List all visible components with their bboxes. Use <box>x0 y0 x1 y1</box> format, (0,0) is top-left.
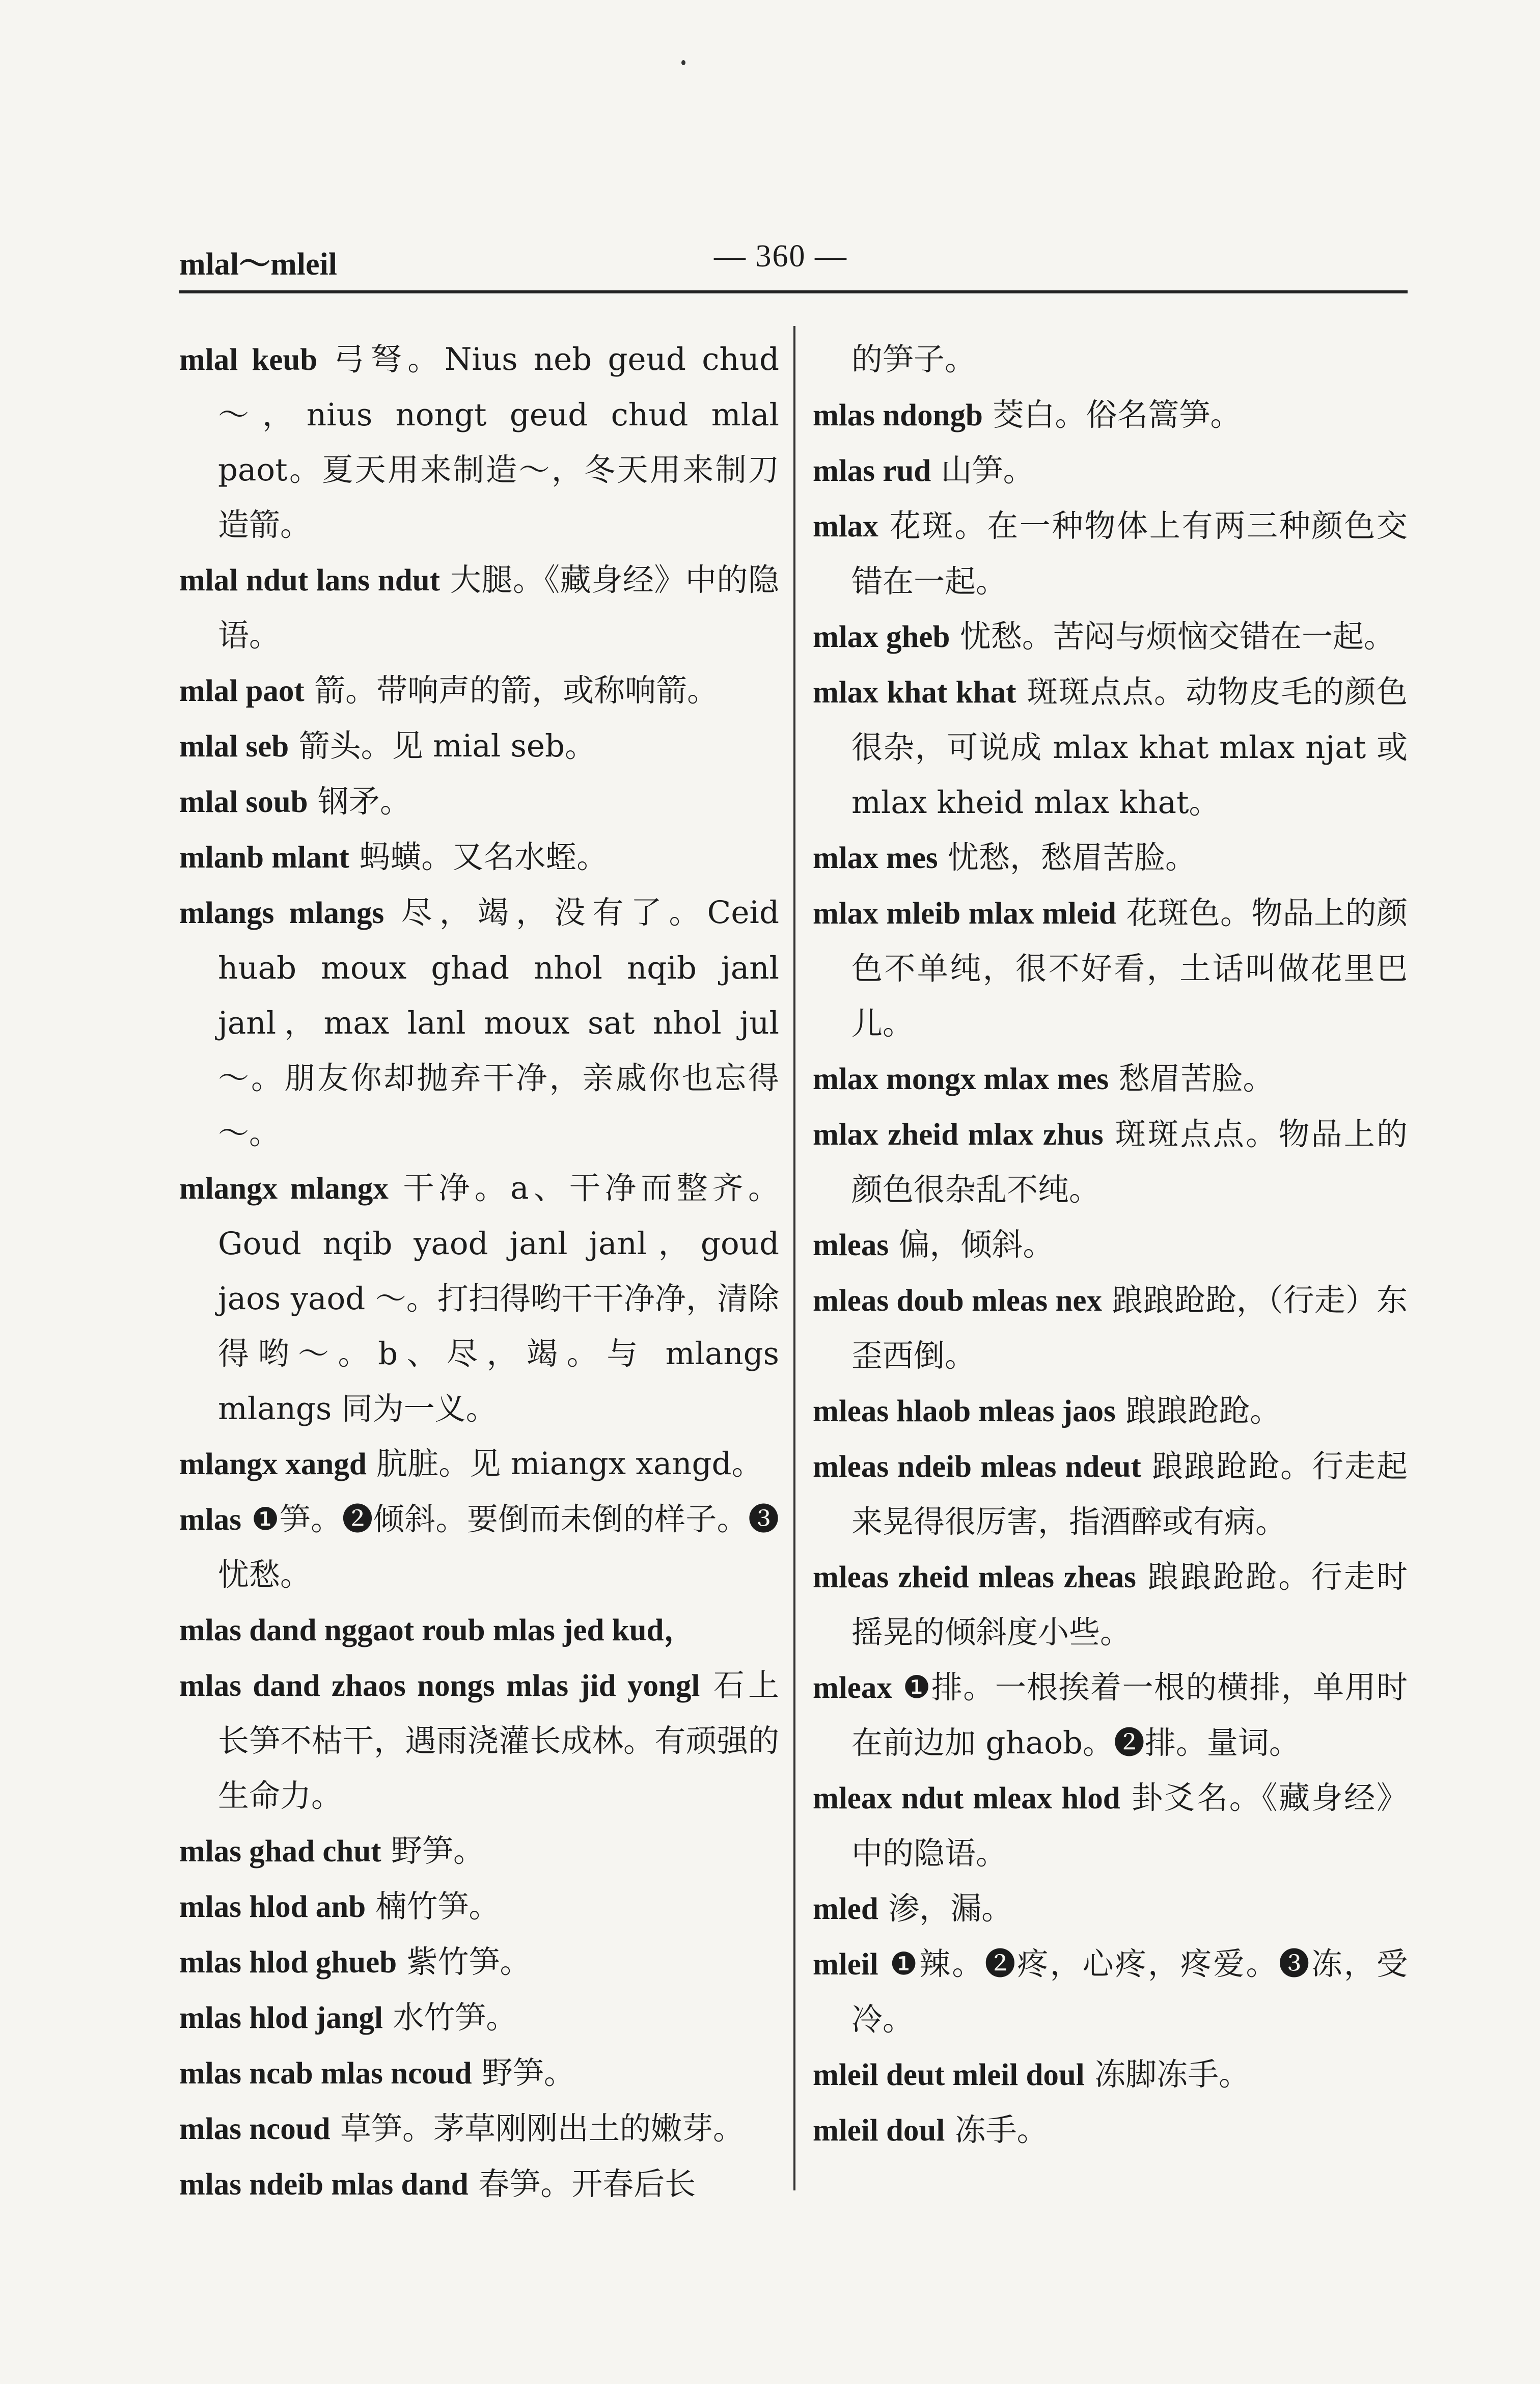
headword: mlanb mlant <box>179 841 349 875</box>
headword: mlax mes <box>813 841 938 875</box>
definition: 楠竹笋。 <box>375 1888 500 1925</box>
headword: mleas <box>813 1228 889 1262</box>
definition: 肮脏。见 miangx xangd。 <box>376 1446 763 1482</box>
headword: mlas ndeib mlas dand <box>179 2168 469 2202</box>
dictionary-entry <box>813 1660 1408 1771</box>
definition: ❶笋。❷倾斜。要倒而未倒的样子。❸忧愁。 <box>218 1501 780 1593</box>
dictionary-entry <box>813 332 1408 388</box>
dictionary-entry <box>813 1937 1408 2047</box>
definition: 箭头。见 mial seb。 <box>298 728 596 764</box>
dictionary-entry <box>179 774 779 830</box>
definition: 野笋。 <box>481 2055 575 2091</box>
dictionary-entry <box>179 2101 779 2157</box>
headword: mleil deut mleil doul <box>813 2058 1085 2092</box>
dictionary-entry <box>813 1051 1408 1107</box>
column-divider <box>793 326 795 2190</box>
dictionary-entry <box>179 1492 779 1603</box>
print-speck <box>681 60 685 65</box>
header-rule <box>179 290 1408 293</box>
definition: 花斑。在一种物体上有两三种颜色交错在一起。 <box>851 508 1408 600</box>
dictionary-entry <box>813 443 1408 499</box>
headword: mleax <box>813 1671 892 1705</box>
headword: mlas ncoud <box>179 2112 331 2146</box>
headword: mlas hlod jangl <box>179 2001 383 2035</box>
definition: 石上长笋不枯干，遇雨浇灌长成林。有顽强的生命力。 <box>218 1667 779 1814</box>
headword: mleil <box>813 1947 878 1982</box>
definition: 草笋。茅草刚刚出土的嫩芽。 <box>340 2110 745 2147</box>
headword: mlal paot <box>179 674 305 708</box>
dictionary-entry <box>179 553 779 663</box>
definition: 花斑色。物品上的颜色不单纯，很不好看，土话叫做花里巴儿。 <box>851 895 1408 1042</box>
headword: mlangs mlangs <box>179 896 384 930</box>
definition: 卦爻名。《藏身经》中的隐语。 <box>851 1780 1408 1872</box>
dictionary-entry <box>179 2046 779 2101</box>
headword: mleas ndeib mleas ndeut <box>813 1450 1141 1484</box>
dictionary-entry <box>813 2047 1408 2103</box>
definition: ❶排。一根挨着一根的横排，单用时在前边加 ghaob。❷排。量词。 <box>851 1669 1408 1761</box>
definition: 箭。带响声的箭，或称响箭。 <box>314 672 719 709</box>
dictionary-entry <box>179 1658 779 1824</box>
definition: 渗，漏。 <box>888 1890 1013 1927</box>
definition: 蚂蟥。又名水蛭。 <box>359 839 608 875</box>
dictionary-entry <box>179 1824 779 1879</box>
definition: 的笋子。 <box>851 341 976 377</box>
definition: 踉踉跄跄。行走时摇晃的倾斜度小些。 <box>851 1559 1408 1650</box>
headword: mleil doul <box>813 2114 945 2148</box>
headword: mlal seb <box>179 729 289 764</box>
headword: mlax gheb <box>813 620 950 654</box>
dictionary-entry <box>179 1161 779 1437</box>
definition: 踉踉跄跄。 <box>1125 1393 1281 1429</box>
dictionary-entry <box>179 1990 779 2046</box>
dictionary-entry <box>813 1550 1408 1660</box>
definition: 茭白。俗名篙笋。 <box>993 397 1242 433</box>
definition: 忧愁。苦闷与烦恼交错在一起。 <box>959 618 1395 655</box>
headword: mlax <box>813 509 878 544</box>
dictionary-entry <box>179 885 779 1161</box>
dictionary-entry <box>179 1879 779 1935</box>
dictionary-entry <box>813 830 1408 886</box>
headword: mlangx xangd <box>179 1447 367 1481</box>
dictionary-entry <box>813 886 1408 1051</box>
headword: mlas ndongb <box>813 398 983 432</box>
page-number: — 360 — <box>714 239 847 274</box>
headword: mlas hlod ghueb <box>179 1945 397 1980</box>
headword: mleas hlaob mleas jaos <box>813 1394 1116 1428</box>
dictionary-entry <box>179 1603 779 1658</box>
dictionary-entry <box>179 830 779 885</box>
dictionary-entry <box>813 1439 1408 1550</box>
headword: mlax zheid mlax zhus <box>813 1118 1104 1152</box>
dictionary-entry <box>813 388 1408 443</box>
definition: 紫竹笋。 <box>406 1944 531 1980</box>
dictionary-entry <box>179 1437 779 1492</box>
dictionary-entry <box>813 1771 1408 1881</box>
headword: mlas hlod anb <box>179 1890 366 1924</box>
headword: mlas ncab mlas ncoud <box>179 2056 472 2091</box>
headword: mlax khat khat <box>813 675 1016 710</box>
header-entry-range: mlal～mleil <box>179 247 337 282</box>
left-column <box>179 332 779 2212</box>
headword: mlal ndut lans ndut <box>179 563 440 598</box>
dictionary-entry <box>179 1935 779 1990</box>
headword: mlas <box>179 1503 241 1537</box>
definition: 偏，倾斜。 <box>898 1227 1054 1263</box>
definition: 水竹笋。 <box>393 1999 517 2036</box>
headword: mleas zheid mleas zheas <box>813 1560 1136 1594</box>
definition: 野笋。 <box>391 1833 484 1869</box>
dictionary-entry <box>179 663 779 719</box>
headword: mleax ndut mleax hlod <box>813 1781 1120 1816</box>
definition: 干净。a、干净而整齐。Goud nqib yaod janl janl，goud jaos yaod ～。打扫得哟干干净净，清除得哟～。b、尽，竭。与 mlangs mlangs 同为一义。 <box>218 1170 779 1427</box>
definition: 钢矛。 <box>317 783 411 820</box>
definition: 愁眉苦脸。 <box>1118 1061 1274 1097</box>
dictionary-entry <box>813 1881 1408 1937</box>
definition: 尽，竭，没有了。Ceid huab moux ghad nhol nqib janl janl，max lanl moux sat nhol jul ～。朋友你却抛弃干净，亲戚你也忘得～。 <box>218 895 779 1151</box>
dictionary-entry <box>813 1217 1408 1273</box>
definition: 踉踉跄跄，（行走）东歪西倒。 <box>851 1282 1408 1374</box>
definition: 踉踉跄跄。行走起来晃得很厉害，指酒醉或有病。 <box>851 1448 1408 1540</box>
definition: 斑斑点点。动物皮毛的颜色很杂，可说成 mlax khat mlax njat 或 mlax kheid mlax khat。 <box>851 674 1408 821</box>
headword: mlal keub <box>179 343 318 377</box>
dictionary-entry <box>813 499 1408 609</box>
dictionary-entry <box>813 609 1408 665</box>
dictionary-entry <box>179 332 779 553</box>
headword: mlal soub <box>179 785 308 819</box>
definition: 冻脚冻手。 <box>1094 2056 1250 2093</box>
definition: 弓弩。Nius neb geud chud ～，nius nongt geud chud mlal paot。夏天用来制造～，冬天用来制刀造箭。 <box>218 341 780 543</box>
definition: 冻手。 <box>954 2112 1048 2148</box>
right-column <box>813 332 1408 2158</box>
dictionary-entry <box>179 719 779 774</box>
headword: mlas rud <box>813 454 931 488</box>
headword: mlas dand zhaos nongs mlas jid yongl <box>179 1669 700 1703</box>
definition: 大腿。《藏身经》中的隐语。 <box>218 562 779 654</box>
dictionary-entry <box>813 2103 1408 2158</box>
dictionary-entry <box>179 2157 779 2212</box>
definition: 山笋。 <box>941 452 1034 489</box>
headword: mlangx mlangx <box>179 1172 389 1206</box>
definition: 忧愁，愁眉苦脸。 <box>948 839 1197 876</box>
definition: 春笋。开春后长 <box>478 2166 696 2202</box>
headword: mleas doub mleas nex <box>813 1284 1102 1318</box>
dictionary-entry <box>813 665 1408 830</box>
headword: mlax mongx mlax mes <box>813 1062 1109 1096</box>
headword: mlas dand nggaot roub mlas jed kud， <box>179 1613 695 1647</box>
headword: mlas ghad chut <box>179 1834 381 1868</box>
dictionary-entry <box>813 1273 1408 1384</box>
headword: mlax mleib mlax mleid <box>813 897 1116 931</box>
dictionary-entry <box>813 1107 1408 1217</box>
definition: ❶辣。❷疼，心疼，疼爱。❸冻，受冷。 <box>851 1946 1408 2038</box>
definition: 斑斑点点。物品上的颜色很杂乱不纯。 <box>851 1116 1408 1208</box>
dictionary-entry <box>813 1384 1408 1439</box>
page-header <box>179 224 1408 280</box>
headword: mled <box>813 1892 878 1926</box>
